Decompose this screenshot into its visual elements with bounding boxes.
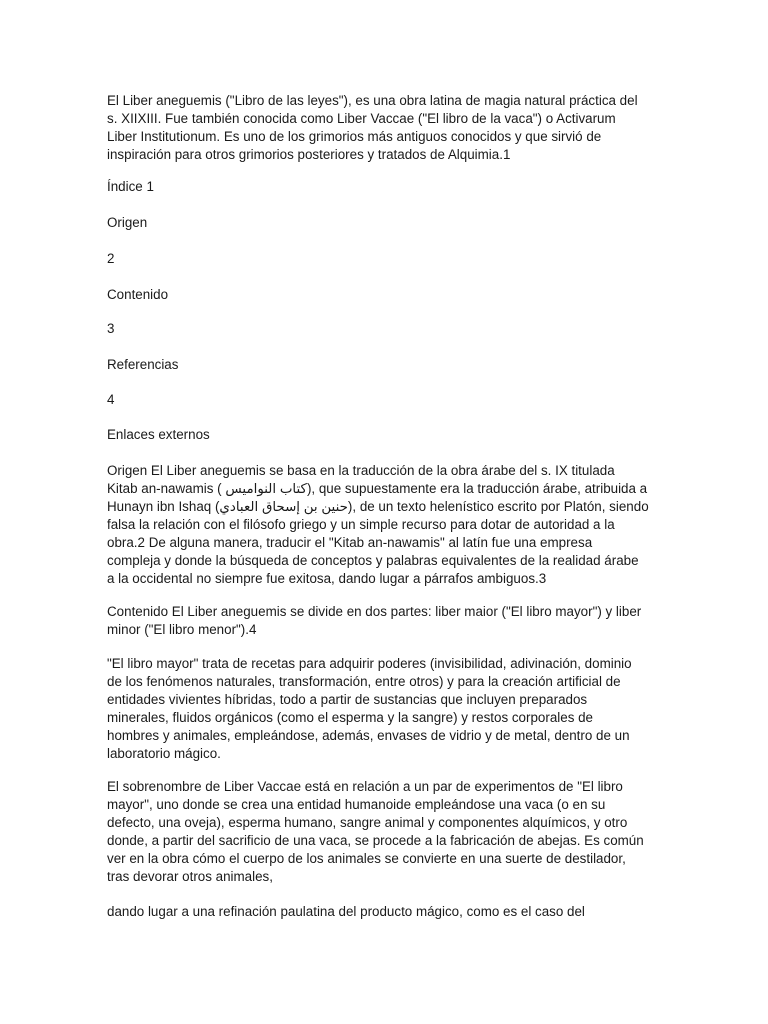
liber-vaccae-paragraph [107, 778, 659, 886]
text-line: ver en la obra cómo el cuerpo de los animales se convierte en una suerte de destilador, [107, 851, 626, 866]
last-paragraph [107, 903, 659, 921]
text-line: tras devorar otros animales, [107, 869, 273, 884]
toc-item-references: Referencias [107, 357, 179, 372]
intro-paragraph [107, 92, 659, 164]
text-line: Origen El Liber aneguemis se basa en la traducción de la obra árabe del s. IX titulada [107, 463, 615, 478]
text-line: minerales, fluidos orgánicos (como el esperma y la sangre) y restos corporales de [107, 710, 593, 725]
text-line: obra.2 De alguna manera, traducir el "Kitab an-nawamis" al latín fue una empresa [107, 535, 593, 550]
text-line: minor ("El libro menor").4 [107, 622, 257, 637]
text-line: "El libro mayor" trata de recetas para adquirir poderes (invisibilidad, adivinación, dominio [107, 656, 632, 671]
text-line: entidades vivientes híbridas, todo a partir de sustancias que incluyen preparados [107, 692, 588, 707]
text-line: falsa la relación con el filósofo griego y un simple recurso para dotar de autoridad a la [107, 517, 615, 532]
toc-item-origin: Origen [107, 215, 148, 230]
text-line: Kitab an-nawamis ( كتاب النواميس), que supuestamente era la traducción árabe, atribuida a [107, 481, 648, 496]
text-line: dando lugar a una refinación paulatina del producto mágico, como es el caso del [107, 904, 585, 919]
text-line: s. XIIXIII. Fue también conocida como Liber Vaccae ("El libro de la vaca") o Activarum [107, 111, 616, 126]
text-line: defecto, una oveja), esperma humano, sangre animal y componentes alquímicos, y otro [107, 815, 628, 830]
toc-heading: Índice 1 [107, 179, 154, 194]
libro-mayor-paragraph [107, 655, 659, 763]
text-line: laboratorio mágico. [107, 746, 221, 761]
text-line: Contenido El Liber aneguemis se divide en dos partes: liber maior ("El libro mayor") y liber [107, 604, 642, 619]
toc-number-2: 2 [107, 251, 115, 266]
text-line: de los fenómenos naturales, transformación, entre otros) y para la creación artificial de [107, 674, 621, 689]
toc-item-external-links: Enlaces externos [107, 427, 210, 442]
text-line: Hunayn ibn Ishaq (حنين بن إسحاق العبادي), de un texto helenístico escrito por Platón, siendo [107, 499, 649, 514]
toc-number-4: 4 [107, 392, 115, 407]
text-line: Liber Institutionum. Es uno de los grimorios más antiguos conocidos y que sirvió de [107, 129, 602, 144]
text-line: donde, a partir del sacrificio de una vaca, se procede a la fabricación de abejas. Es común [107, 833, 644, 848]
text-line: El Liber aneguemis ("Libro de las leyes"), es una obra latina de magia natural práctica del [107, 93, 638, 108]
text-line: a la occidental no siempre fue exitosa, dando lugar a párrafos ambiguos.3 [107, 571, 547, 586]
text-line: compleja y donde la búsqueda de conceptos y palabras equivalentes de la realidad árabe [107, 553, 639, 568]
toc-number-3: 3 [107, 321, 115, 336]
toc-item-content: Contenido [107, 287, 169, 302]
text-line: hombres y animales, empleándose, además, envases de vidrio y de metal, dentro de un [107, 728, 630, 743]
text-line: El sobrenombre de Liber Vaccae está en relación a un par de experimentos de "El libro [107, 779, 623, 794]
text-line: inspiración para otros grimorios posteriores y tratados de Alquimia.1 [107, 147, 511, 162]
text-line: mayor", uno donde se crea una entidad humanoide empleándose una vaca (o en su [107, 797, 606, 812]
content-paragraph [107, 603, 659, 639]
origin-paragraph [107, 462, 659, 588]
